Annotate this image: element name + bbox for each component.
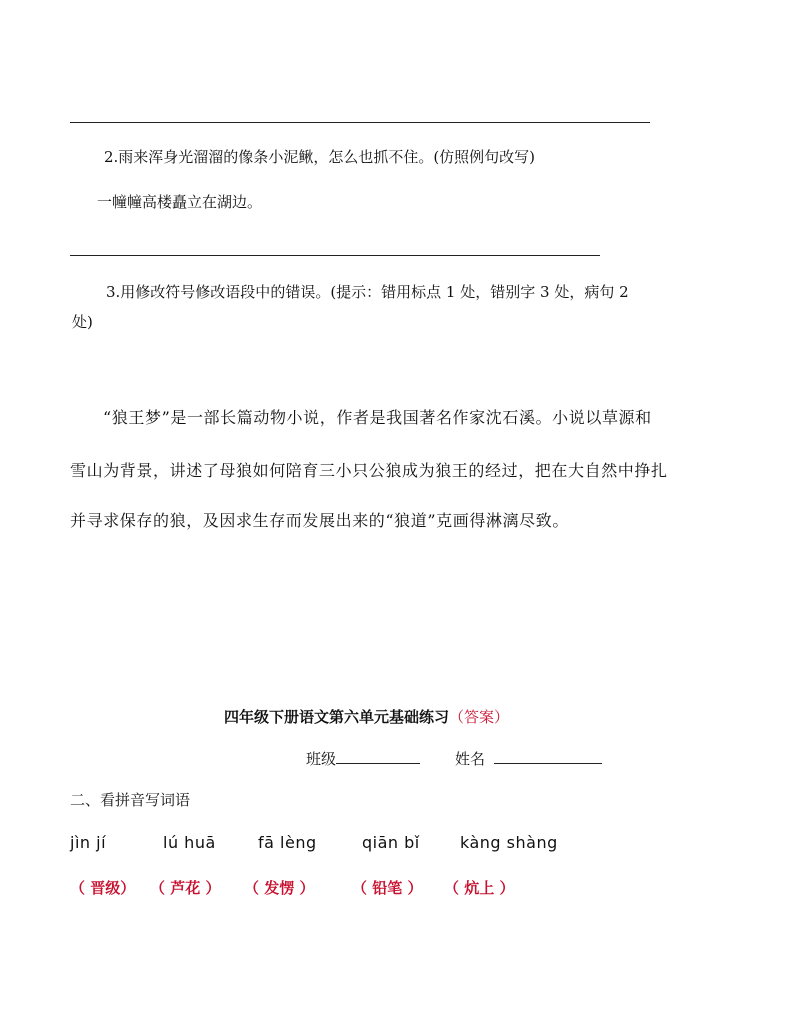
pinyin-2: lú huā (163, 833, 216, 852)
answer-3: （ 发愣 ） (244, 879, 315, 897)
answer-2: （ 芦花 ） (150, 879, 221, 897)
passage-line-2: 雪山为背景，讲述了母狼如何陪育三小只公狼成为狼王的经过，把在大自然中挣扎 (70, 461, 668, 480)
class-field (306, 748, 420, 769)
pinyin-5: kàng shàng (460, 833, 558, 852)
title-suffix: （答案） (449, 708, 510, 726)
pinyin-1: jìn jí (70, 833, 107, 852)
pinyin-4: qiān bǐ (362, 833, 420, 852)
name-label: 姓名 (455, 750, 486, 768)
pinyin-3: fā lèng (258, 833, 317, 852)
title-text: 四年级下册语文第六单元基础练习 (224, 708, 450, 726)
answer-line-2 (70, 255, 600, 256)
answer-line-1 (70, 122, 650, 123)
passage-line-1: “狼王梦”是一部长篇动物小说，作者是我国著名作家沈石溪。小说以草源和 (103, 408, 652, 427)
question-3-prompt-line1: 3.用修改符号修改语段中的错误。(提示：错用标点 1 处，错别字 3 处，病句 2 (106, 283, 629, 301)
section-title: 二、看拼音写词语 (70, 791, 191, 809)
passage-line-3: 并寻求保存的狼，及因求生存而发展出来的“狼道”克画得淋漓尽致。 (70, 511, 569, 530)
answer-4: （ 铅笔 ） (352, 879, 423, 897)
question-2-example: 一幢幢高楼矗立在湖边。 (97, 193, 263, 211)
question-2-prompt: 2.雨来浑身光溜溜的像条小泥鳅，怎么也抓不住。(仿照例句改写) (104, 148, 536, 166)
answer-1: （ 晋级） (70, 879, 136, 897)
class-blank[interactable] (336, 749, 420, 764)
question-3-prompt-line2: 处) (72, 313, 93, 331)
answer-5: （ 炕上 ） (444, 879, 515, 897)
answer-sheet-title (224, 706, 509, 727)
name-blank[interactable] (494, 749, 602, 764)
name-field (455, 748, 602, 769)
class-label: 班级 (306, 750, 337, 768)
